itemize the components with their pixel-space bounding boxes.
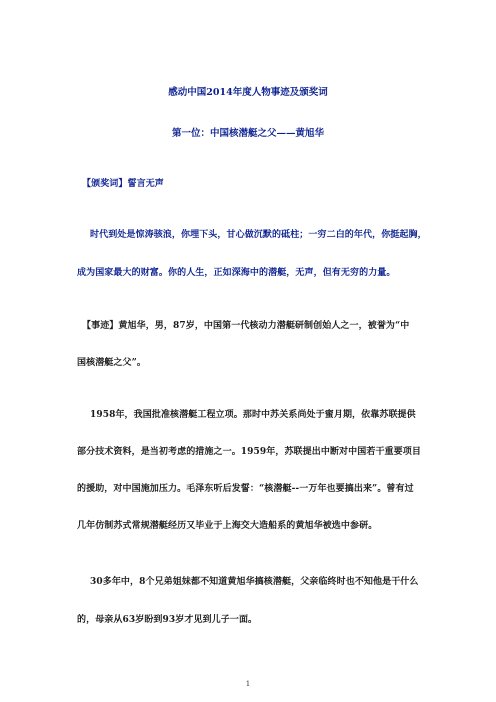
- paragraph-line: 1958年，我国批准核潜艇工程立项。那时中苏关系尚处于蜜月期，依靠苏联提供: [90, 410, 416, 420]
- award-line: 成为国家最大的财富。你的人生，正如深海中的潜艇，无声，但有无穷的力量。: [77, 268, 396, 278]
- page-number: 1: [245, 680, 251, 688]
- deeds-line: 【事迹】黄旭华，男，87岁，中国第一代核动力潜艇研制创始人之一，被誉为“中: [82, 321, 410, 331]
- paragraph-line: 部分技术资料，是当初考虑的措施之一。1959年，苏联提出中断对中国若干重要项目: [77, 447, 421, 457]
- paragraph-line: 的，母亲从63岁盼到93岁才见到儿子一面。: [77, 615, 258, 625]
- section-heading: 第一位：中国核潜艇之父——黄旭华: [171, 128, 324, 139]
- award-heading: 【颁奖词】誓言无声: [82, 179, 164, 189]
- award-line: 时代到处是惊涛骇浪，你埋下头，甘心做沉默的砥柱；一穷二白的年代，你挺起胸，: [90, 230, 427, 240]
- paragraph-line: 30多年中，8个兄弟姐妹都不知道黄旭华搞核潜艇，父亲临终时也不知他是干什么: [90, 577, 419, 587]
- paragraph-line: 的援助，对中国施加压力。毛泽东听后发誓：“核潜艇--一万年也要搞出来”。曾有过: [77, 484, 414, 494]
- deeds-line: 国核潜艇之父”。: [77, 358, 146, 368]
- paragraph-line: 几年仿制苏式常规潜艇经历又毕业于上海交大造船系的黄旭华被选中参研。: [77, 521, 378, 531]
- document-title: 感动中国2014年度人物事迹及颁奖词: [168, 87, 328, 98]
